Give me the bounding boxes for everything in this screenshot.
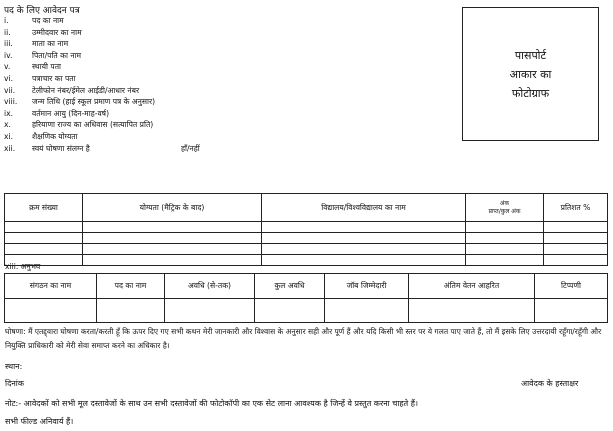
field-number: iv. <box>4 50 13 60</box>
table-row <box>5 222 608 233</box>
table-row <box>5 255 608 266</box>
experience-table <box>4 273 608 323</box>
education-table <box>4 193 608 266</box>
marks-header-line: प्राप्त/कुल अंक <box>488 207 521 215</box>
field-domicile: हरियाणा राज्य का अधिवास (सत्यापित प्रति) <box>32 120 154 130</box>
table-cell[interactable] <box>5 244 83 255</box>
field-candidate-name: उम्मीदवार का नाम <box>32 27 82 37</box>
table-cell[interactable] <box>83 255 262 266</box>
experience-table-header <box>5 274 608 299</box>
table-cell[interactable] <box>325 299 409 323</box>
table-cell[interactable] <box>466 255 544 266</box>
passport-photo-box <box>462 7 599 141</box>
table-row <box>5 299 608 323</box>
field-number: x. <box>4 120 11 130</box>
table-cell[interactable] <box>83 244 262 255</box>
table-cell[interactable] <box>535 299 608 323</box>
table-cell[interactable] <box>262 255 466 266</box>
photo-box-line: पासपोर्ट <box>514 48 547 62</box>
col-header-period: अवधि (से-तक) <box>165 274 255 299</box>
table-cell[interactable] <box>5 299 97 323</box>
table-cell[interactable] <box>544 222 608 233</box>
field-number: xi. <box>4 131 14 141</box>
table-cell[interactable] <box>544 255 608 266</box>
field-number: vii. <box>4 85 16 95</box>
table-cell[interactable] <box>544 233 608 244</box>
table-cell[interactable] <box>97 299 165 323</box>
field-number: viii. <box>4 97 18 107</box>
table-cell[interactable] <box>255 299 325 323</box>
field-number: v. <box>4 62 11 72</box>
table-cell[interactable] <box>5 233 83 244</box>
field-post-name: पद का नाम <box>32 16 64 25</box>
field-date-of-birth: जन्म तिथि (हाई स्कूल प्रमाण पत्र के अनुसार) <box>32 97 156 107</box>
form-title: पद के लिए आवेदन पत्र <box>4 6 80 16</box>
table-cell[interactable] <box>544 244 608 255</box>
required-fields-text: सभी फील्ड अनिवार्य हैं। <box>5 417 74 426</box>
field-mother-name: माता का नाम <box>32 39 69 49</box>
table-cell[interactable] <box>466 233 544 244</box>
field-education: शैक्षणिक योग्यता <box>32 131 78 141</box>
table-row <box>5 233 608 244</box>
field-number: xii. <box>4 143 16 153</box>
field-current-age: वर्तमान आयु (दिन-माह-वर्ष) <box>32 108 110 118</box>
field-number: i. <box>4 16 9 25</box>
field-correspondence-address: पत्राचार का पता <box>32 73 76 83</box>
col-header-post: पद का नाम <box>97 274 165 299</box>
marks-header-line: अंक <box>499 199 510 207</box>
date-label: दिनांक <box>5 379 24 388</box>
col-header-university: विद्यालय/विश्वविद्यालय का नाम <box>262 194 466 222</box>
col-header-responsibility: जॉब जिम्मेदारी <box>325 274 409 299</box>
table-cell[interactable] <box>83 233 262 244</box>
col-header-marks <box>466 194 544 222</box>
note-text: नोट:- आवेदकों को सभी मूल दस्तावेजों के साथ उन सभी दस्तावेजों की फोटोकॉपी का एक सेट लाना आवश्यक है जिन्हें वे प्रस्तुत करना चाहते हैं। <box>5 399 419 408</box>
table-cell[interactable] <box>5 222 83 233</box>
col-header-total-period: कुल अवधि <box>255 274 325 299</box>
field-father-husband-name: पिता/पति का नाम <box>32 50 82 60</box>
col-header-last-salary: अंतिम वेतन आहरित <box>409 274 535 299</box>
table-cell[interactable] <box>83 222 262 233</box>
table-cell[interactable] <box>262 233 466 244</box>
yes-no-option: हाँ/नहीं <box>181 143 200 153</box>
field-contact-details: टेलीफोन नंबर/ईमेल आईडी/आधार नंबर <box>32 85 140 95</box>
table-cell[interactable] <box>409 299 535 323</box>
experience-label: xiii. अनुभव <box>5 262 41 271</box>
table-cell[interactable] <box>165 299 255 323</box>
place-label: स्थान: <box>5 362 23 371</box>
field-number: iii. <box>4 39 13 49</box>
signature-label: आवेदक के हस्ताक्षर <box>521 379 579 388</box>
table-cell[interactable] <box>262 244 466 255</box>
field-permanent-address: स्थायी पता <box>32 62 62 72</box>
field-number: ii. <box>4 27 11 37</box>
col-header-percent: प्रतिशत % <box>544 194 608 222</box>
photo-box-line: आकार का <box>509 67 552 81</box>
field-number: ix. <box>4 108 14 118</box>
table-cell[interactable] <box>262 222 466 233</box>
table-row <box>5 244 608 255</box>
col-header-organisation: संगठन का नाम <box>5 274 97 299</box>
col-header-remarks: टिप्पणी <box>535 274 608 299</box>
col-header-qualification: योग्यता (मैट्रिक के बाद) <box>83 194 262 222</box>
photo-box-line: फोटोग्राफ <box>511 86 550 100</box>
field-self-declaration: स्वयं घोषणा संलग्न है <box>32 143 90 153</box>
col-header-sno: क्रम संख्या <box>5 194 83 222</box>
field-number: vi. <box>4 73 14 83</box>
table-cell[interactable] <box>466 244 544 255</box>
declaration-text: घोषणा: मैं एतद्द्वारा घोषणा करता/करती हूँ कि ऊपर दिए गए सभी कथन मेरी जानकारी और विश्वास के अनुसार सही और पूर्ण हैं और यदि किसी भी स्तर पर ये गलत पाए जाते हैं, तो मैं इसके लिए उत्तरदायी रहूँगा/रहूँगी और नियुक्ति प्राधिकारी को मेरी सेवा समाप्त करने का अधिकार है। <box>5 327 602 350</box>
table-cell[interactable] <box>466 222 544 233</box>
education-table-header <box>5 194 608 222</box>
